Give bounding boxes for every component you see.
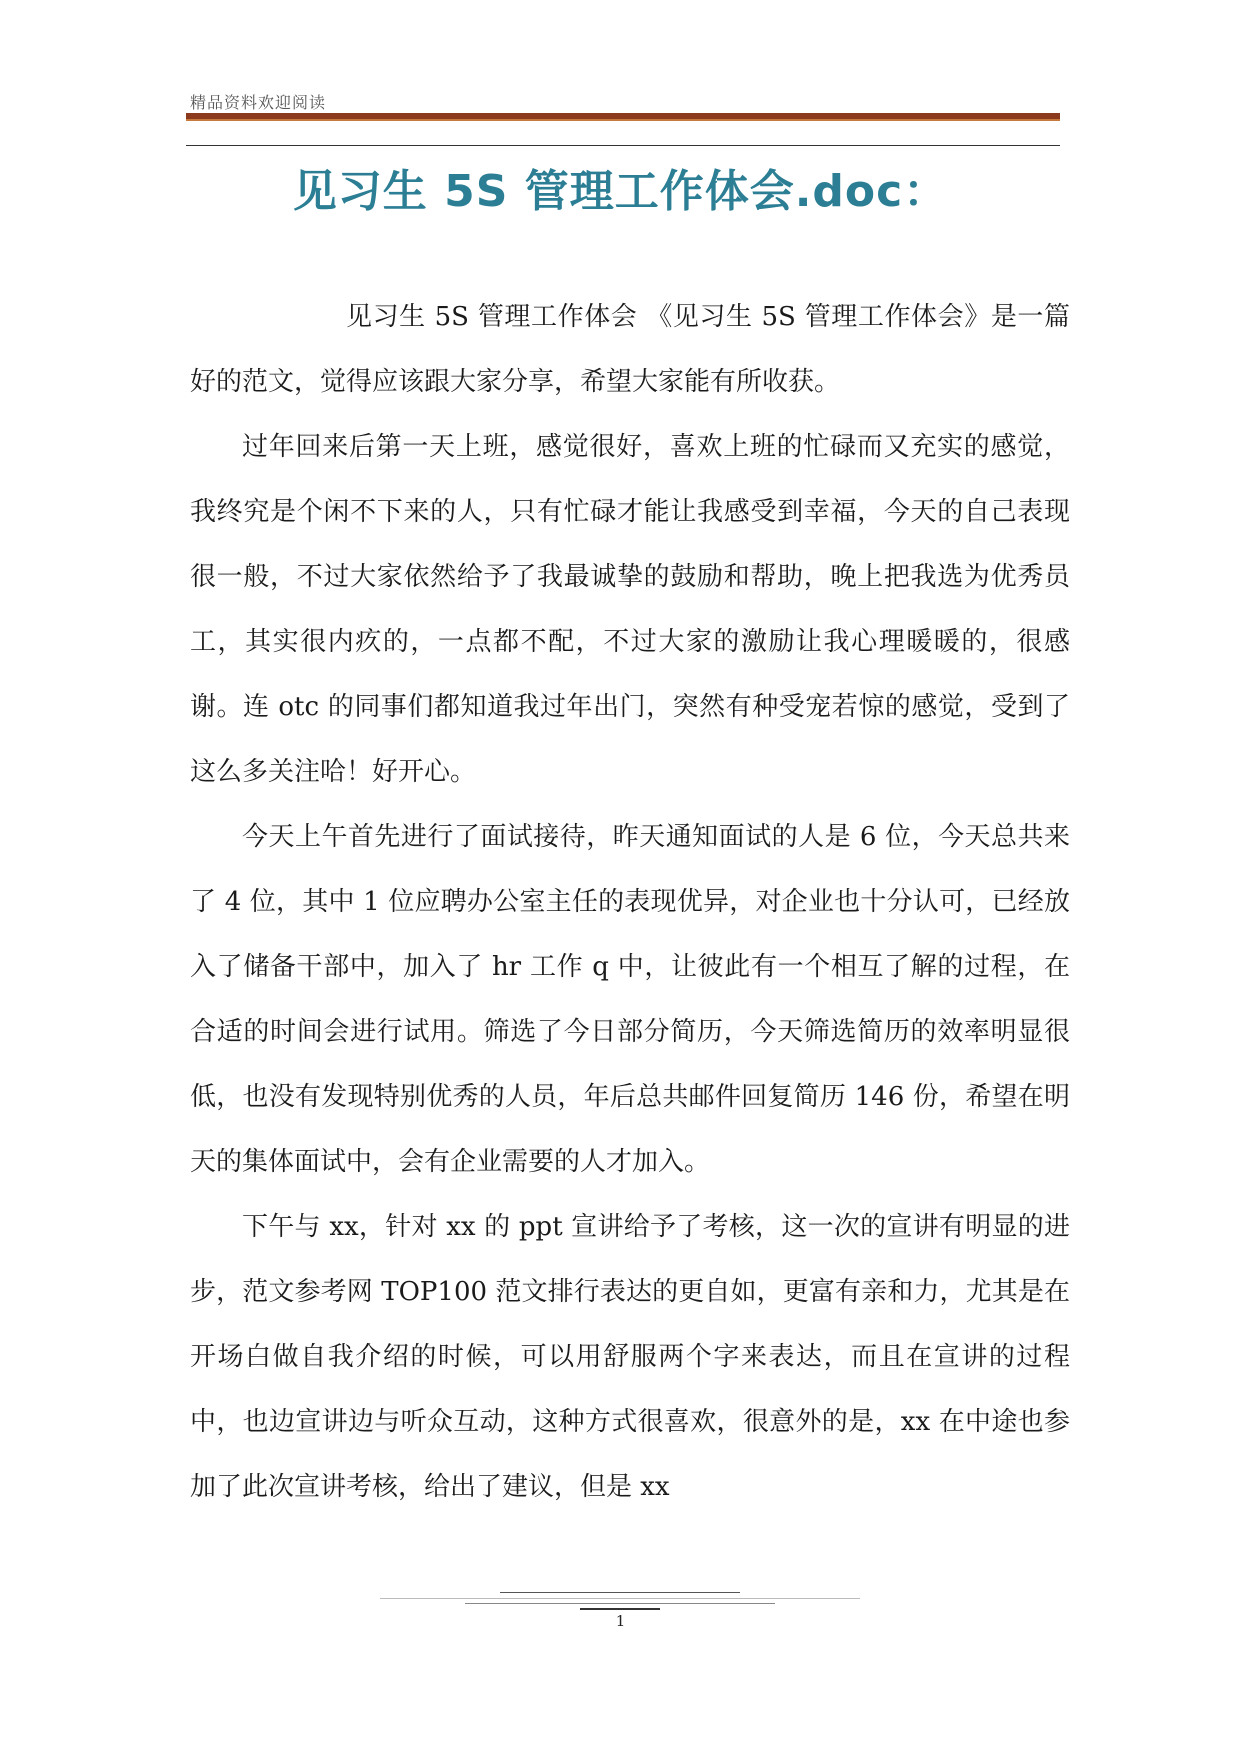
paragraph: 下午与 xx，针对 xx 的 ppt 宣讲给予了考核，这一次的宣讲有明显的进步，范文参考网 TOP100 范文排行表达的更自如，更富有亲和力，尤其是在开场白做自我介绍的时候，可以用舒服两个字来表达，而且在宣讲的过程中，也边宣讲边与听众互动，这种方式很喜欢，很意外的是，xx 在中途也参加了此次宣讲考核，给出了建议，但是 xx <box>190 1212 1070 1502</box>
paragraph: 过年回来后第一天上班，感觉很好，喜欢上班的忙碌而又充实的感觉，我终究是个闲不下来的人，只有忙碌才能让我感受到幸福，今天的自己表现很一般，不过大家依然给予了我最诚挚的鼓励和帮助，晚上把我选为优秀员工，其实很内疚的，一点都不配，不过大家的激励让我心理暖暖的，很感谢。连 otc 的同事们都知道我过年出门，突然有种受宠若惊的感觉，受到了这么多关注哈！好开心。 <box>190 432 1070 787</box>
header-rule-thin <box>186 145 1060 146</box>
header-text: 精品资料欢迎阅读 <box>190 93 327 112</box>
footer-line <box>500 1592 740 1593</box>
document-body <box>190 285 1070 1520</box>
footer-line <box>380 1598 860 1599</box>
document-title: 见习生 5S 管理工作体会.doc： <box>292 166 949 217</box>
page-number: 1 <box>615 1612 626 1630</box>
paragraph: 见习生 5S 管理工作体会 《见习生 5S 管理工作体会》是一篇好的范文，觉得应该跟大家分享，希望大家能有所收获。 <box>190 302 1070 397</box>
header-rule-thick <box>186 113 1060 121</box>
footer-line <box>465 1603 775 1604</box>
footer-rule <box>380 1592 860 1612</box>
footer-line <box>580 1608 660 1610</box>
paragraph: 今天上午首先进行了面试接待，昨天通知面试的人是 6 位，今天总共来了 4 位，其中 1 位应聘办公室主任的表现优异，对企业也十分认可，已经放入了储备干部中，加入了 hr 工作 q 中，让彼此有一个相互了解的过程，在合适的时间会进行试用。筛选了今日部分简历，今天筛选简历的效率明显很低，也没有发现特别优秀的人员，年后总共邮件回复简历 146 份，希望在明天的集体面试中，会有企业需要的人才加入。 <box>190 822 1070 1177</box>
